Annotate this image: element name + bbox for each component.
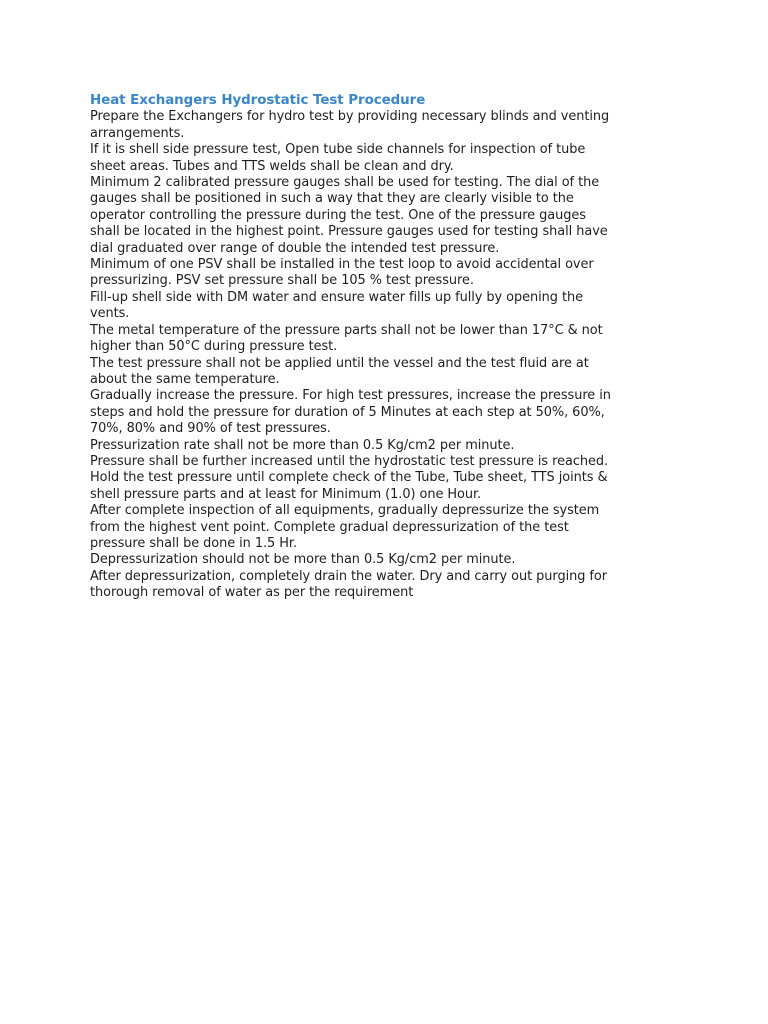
paragraph-10: Pressure shall be further increased until the hydrostatic test pressure is reached. — [90, 453, 609, 469]
paragraph-6: The metal temperature of the pressure parts shall not be lower than 17°C & not higher than 50°C during pressure test. — [90, 322, 603, 355]
document-body — [90, 93, 615, 602]
paragraph-11: Hold the test pressure until complete check of the Tube, Tube sheet, TTS joints & shell pressure parts and at least for Minimum (1.0) one Hour. — [90, 470, 608, 502]
paragraph-9: Pressurization rate shall not be more than 0.5 Kg/cm2 per minute. — [90, 437, 515, 453]
paragraph-1: Prepare the Exchangers for hydro test by providing necessary blinds and venting arrangements. — [90, 109, 610, 141]
document-title: Heat Exchangers Hydrostatic Test Procedure — [90, 93, 426, 108]
paragraph-3: Minimum 2 calibrated pressure gauges shall be used for testing. The dial of the gauges shall be positioned in such a way that they are clearly visible to the operator controlling the pressure during the test. One of the pressure gauges shall be located in the highest point. Pressure gauges used for testing shall have dial graduated over range of double the intended test pressure. — [90, 175, 608, 256]
paragraph-2: If it is shell side pressure test, Open tube side channels for inspection of tube sheet areas. Tubes and TTS welds shall be clean and dry. — [90, 142, 586, 174]
paragraph-14: After depressurization, completely drain the water. Dry and carry out purging for thorough removal of water as per the requirement — [90, 568, 607, 601]
paragraph-4: Minimum of one PSV shall be installed in the test loop to avoid accidental over pressurizing. PSV set pressure shall be 105 % test pressure. — [90, 257, 594, 289]
paragraph-13: Depressurization should not be more than 0.5 Kg/cm2 per minute. — [90, 552, 516, 568]
paragraph-7: The test pressure shall not be applied until the vessel and the test fluid are at about the same temperature. — [90, 355, 589, 387]
paragraph-12: After complete inspection of all equipments, gradually depressurize the system from the highest vent point. Complete gradual depressurization of the test pressure shall be done in 1.5 Hr. — [90, 503, 600, 551]
paragraph-8: Gradually increase the pressure. For high test pressures, increase the pressure in steps and hold the pressure for duration of 5 Minutes at each step at 50%, 60%, 70%, 80% and 90% of test pressures. — [90, 388, 611, 437]
paragraph-5: Fill-up shell side with DM water and ensure water fills up fully by opening the vents. — [90, 289, 583, 322]
